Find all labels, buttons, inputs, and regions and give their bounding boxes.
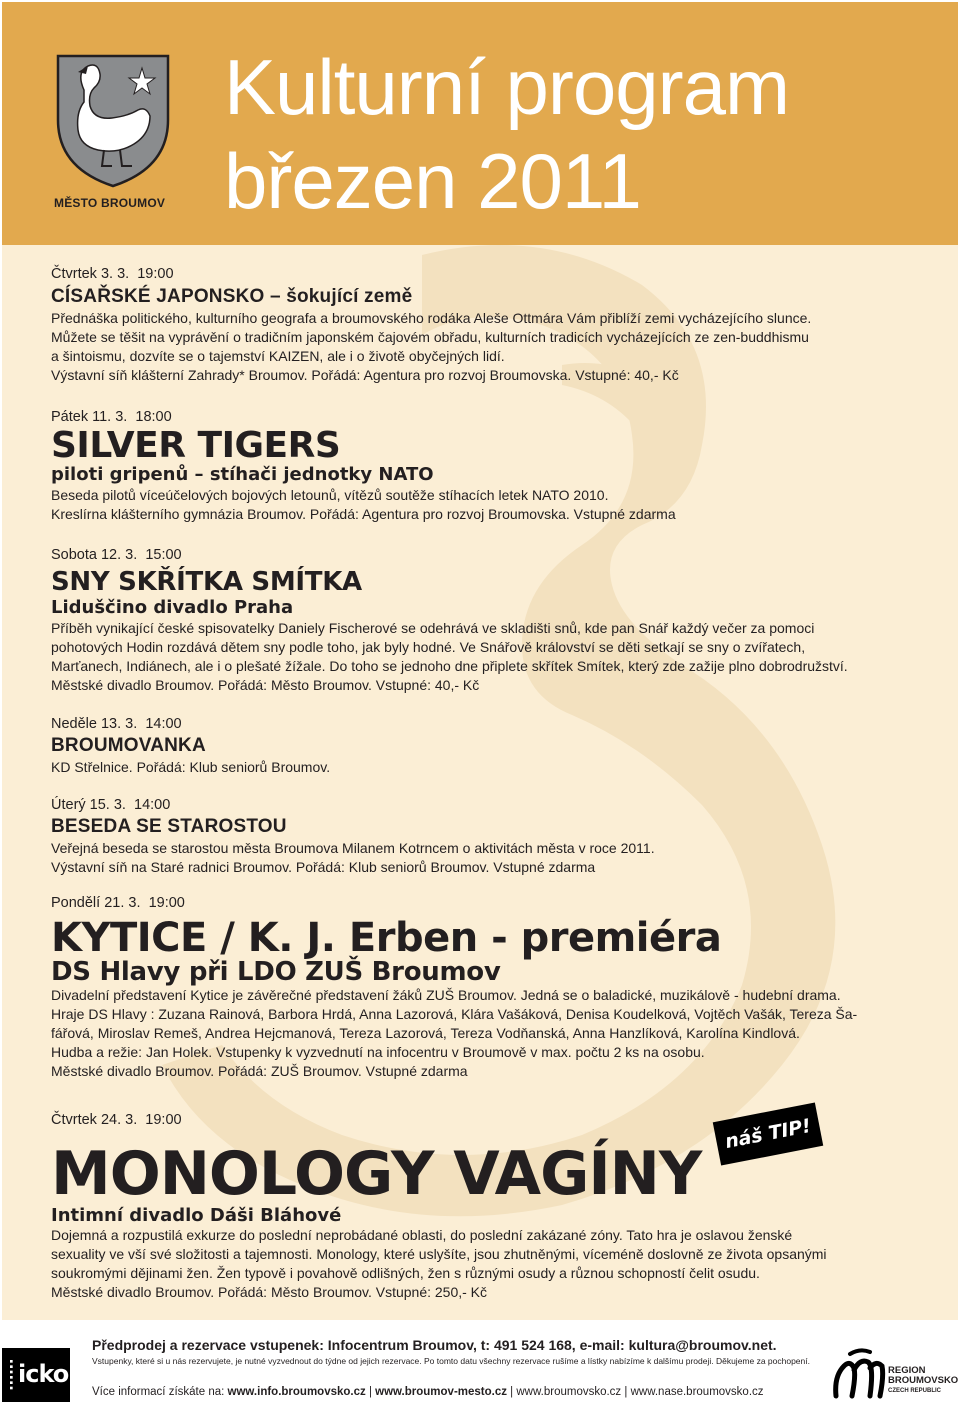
event-japonsko <box>51 266 931 385</box>
event-title: BROUMOVANKA <box>51 735 206 756</box>
event-time: 19:00 <box>148 895 185 911</box>
footer <box>0 1320 960 1404</box>
event-line: Hraje DS Hlavy : Zuzana Rainová, Barbora Hrdá, Anna Lazorová, Klára Vašáková, Denisa Koudelková, Vojtěch Vašák, Tereza Ša- <box>51 1006 858 1022</box>
region-line2: BROUMOVSKO <box>888 1375 959 1386</box>
event-title: MONOLOGY VAGÍNY <box>51 1139 702 1209</box>
event-time: 14:00 <box>134 797 171 813</box>
event-time: 19:00 <box>137 266 174 282</box>
icko-logo <box>2 1348 70 1402</box>
event-time: 18:00 <box>135 409 172 425</box>
event-title: BESEDA SE STAROSTOU <box>51 816 287 837</box>
event-time: 15:00 <box>145 547 182 563</box>
event-line: Můžete se těšit na vyprávění o tradičním japonském čajovém obřadu, kulturních tradicích vycházejících ze zen-buddhismu <box>51 329 809 345</box>
event-day: Pondělí 21. 3. <box>51 895 141 911</box>
icko-logo-text: icko <box>18 1360 69 1388</box>
event-line: Městské divadlo Broumov. Pořádá: Město Broumov. Vstupné: 40,- Kč <box>51 677 480 693</box>
event-line: a šintoismu, dozvíte se o tajemství KAIZEN, ale i o životě obyčejných lidí. <box>51 348 505 364</box>
region-label <box>888 1366 958 1396</box>
event-broumovanka <box>51 716 931 777</box>
event-line: Městské divadlo Broumov. Pořádá: ZUŠ Broumov. Vstupné zdarma <box>51 1063 468 1079</box>
link-nase-broumovsko[interactable]: www.nase.broumovsko.cz <box>630 1386 764 1398</box>
event-line: fářová, Miroslav Remeš, Andrea Hejcmanová, Tereza Lazorová, Tereza Vodňanská, Anna Hanzlíková, Karolína Kindlová. <box>51 1025 800 1041</box>
event-line: soukromými dějinami žen. Žen typově i povahově odlišných, žen s různými osudy a různou schopností čelit osudu. <box>51 1265 760 1281</box>
event-line: Divadelní představení Kytice je závěrečné představení žáků ZUŠ Broumov. Jedná se o baladické, muzikálově - hudební drama. <box>51 987 841 1003</box>
swan-crest-icon <box>54 50 172 190</box>
event-line: Beseda pilotů víceúčelových bojových letounů, vítězů soutěže stíhacích letek NATO 2010. <box>51 486 609 503</box>
reservation-note: Vstupenky, které si u nás rezervujete, je nutné vyzvednout do týdne od jejich rezervace. Po tomto datu všechny rezervace rušíme a lístky nabízíme k dalšímu prodeji. Děkujeme za pochopení. <box>92 1356 810 1366</box>
event-subtitle: piloti gripenů – stíhači jednotky NATO <box>51 463 434 485</box>
event-line: Veřejná beseda se starostou města Broumova Milanem Kotrncem o aktivitách města v roce 2011. <box>51 840 655 856</box>
event-line: Kreslírna klášterního gymnázia Broumov. Pořádá: Agentura pro rozvoj Broumovska. Vstupné zdarma <box>51 505 676 522</box>
town-crest <box>54 50 172 214</box>
our-tip-badge: náš TIP! <box>713 1102 823 1165</box>
header-banner <box>2 2 958 245</box>
event-line: KD Střelnice. Pořádá: Klub seniorů Broumov. <box>51 759 331 775</box>
event-line: sexuality ve vší své složitosti a tajemnosti. Monology, které uslyšíte, jsou zhutněnými, víceméně doslovně ze života opsanými <box>51 1246 827 1262</box>
event-line: Výstavní síň klášterní Zahrady* Broumov. Pořádá: Agentura pro rozvoj Broumovska. Vstupné: 40,- Kč <box>51 367 679 383</box>
event-kytice <box>51 895 931 1081</box>
event-subtitle: Intimní divadlo Dáši Bláhové <box>51 1205 342 1226</box>
event-title: SILVER TIGERS <box>51 425 341 466</box>
more-info-label: Více informací získáte na: <box>92 1386 228 1398</box>
link-broumovsko[interactable]: www.broumovsko.cz <box>516 1386 622 1398</box>
link-info-broumovsko[interactable]: www.info.broumovsko.cz <box>227 1386 366 1398</box>
region-m-icon <box>830 1346 886 1402</box>
event-title: SNY SKŘÍTKA SMÍTKA <box>51 567 362 597</box>
event-subtitle: Liduščino divadlo Praha <box>51 597 294 618</box>
region-broumovsko-logo <box>830 1346 958 1402</box>
event-day: Sobota 12. 3. <box>51 547 138 563</box>
page-title-line2: březen 2011 <box>224 137 641 225</box>
event-title: KYTICE / K. J. Erben - premiéra <box>51 915 722 961</box>
event-sny-skritka <box>51 547 931 695</box>
event-day: Čtvrtek 24. 3. <box>51 1112 138 1128</box>
more-info-links: Více informací získáte na: www.info.broumovsko.cz | www.broumov-mesto.cz | www.broumovsko.cz | www.nase.broumovsko.cz <box>92 1386 764 1398</box>
region-line3: CZECH REPUBLIC <box>888 1388 942 1394</box>
event-time: 14:00 <box>145 716 182 732</box>
event-line: Přednáška politického, kulturního geografa a broumovského rodáka Aleše Ottmára Vám přiblíží zemi vycházejícího slunce. <box>51 310 812 326</box>
event-time: 19:00 <box>145 1112 182 1128</box>
event-line: Hudba a režie: Jan Holek. Vstupenky k vyzvednutí na infocentru v Broumově v max. počtu 2 ks na osobu. <box>51 1044 705 1060</box>
event-title: CÍSAŘSKÉ JAPONSKO – šokující země <box>51 286 413 307</box>
event-line: pohotových Hodin rozdává dětem sny podle toho, jak byly hodné. Ve Snářově království se děti setkají se sny o zvířatech, <box>51 639 806 655</box>
event-line: Výstavní síň na Staré radnici Broumov. Pořádá: Klub seniorů Broumov. Vstupné zdarma <box>51 859 596 875</box>
event-line: Marťanech, Indiánech, ale i o plešaté žížale. Do toho se jednoho dne připlete skřítek Smítek, který zde zažije plno dobrodružství. <box>51 658 848 674</box>
crest-label: MĚSTO BROUMOV <box>54 196 166 210</box>
event-day: Pátek 11. 3. <box>51 409 128 425</box>
link-broumov-mesto[interactable]: www.broumov-mesto.cz <box>375 1386 507 1398</box>
event-day: Úterý 15. 3. <box>51 797 126 813</box>
event-line: Dojemná a rozpustilá exkurze do poslední neprobádané oblasti, do poslední zakázané zóny. Tato hra je oslavou ženské <box>51 1227 793 1243</box>
event-day: Čtvrtek 3. 3. <box>51 266 130 282</box>
event-subtitle: DS Hlavy při LDO ZUŠ Broumov <box>51 957 501 987</box>
event-line: Příběh vynikající české spisovatelky Daniely Fischerové se odehrává ve skladišti snů, kde pan Snář každý večer za pomoci <box>51 620 815 636</box>
event-line: Městské divadlo Broumov. Pořádá: Město Broumov. Vstupné: 250,- Kč <box>51 1284 488 1300</box>
event-silver-tigers <box>51 409 931 524</box>
region-line1: REGION <box>888 1365 926 1376</box>
event-day: Neděle 13. 3. <box>51 716 138 732</box>
dots-icon <box>10 1352 14 1400</box>
presale-info: Předprodej a rezervace vstupenek: Infocentrum Broumov, t: 491 524 168, e-mail: kultura@broumov.net. <box>92 1337 777 1353</box>
event-beseda <box>51 797 931 877</box>
page-title-line1: Kulturní program <box>224 43 789 131</box>
